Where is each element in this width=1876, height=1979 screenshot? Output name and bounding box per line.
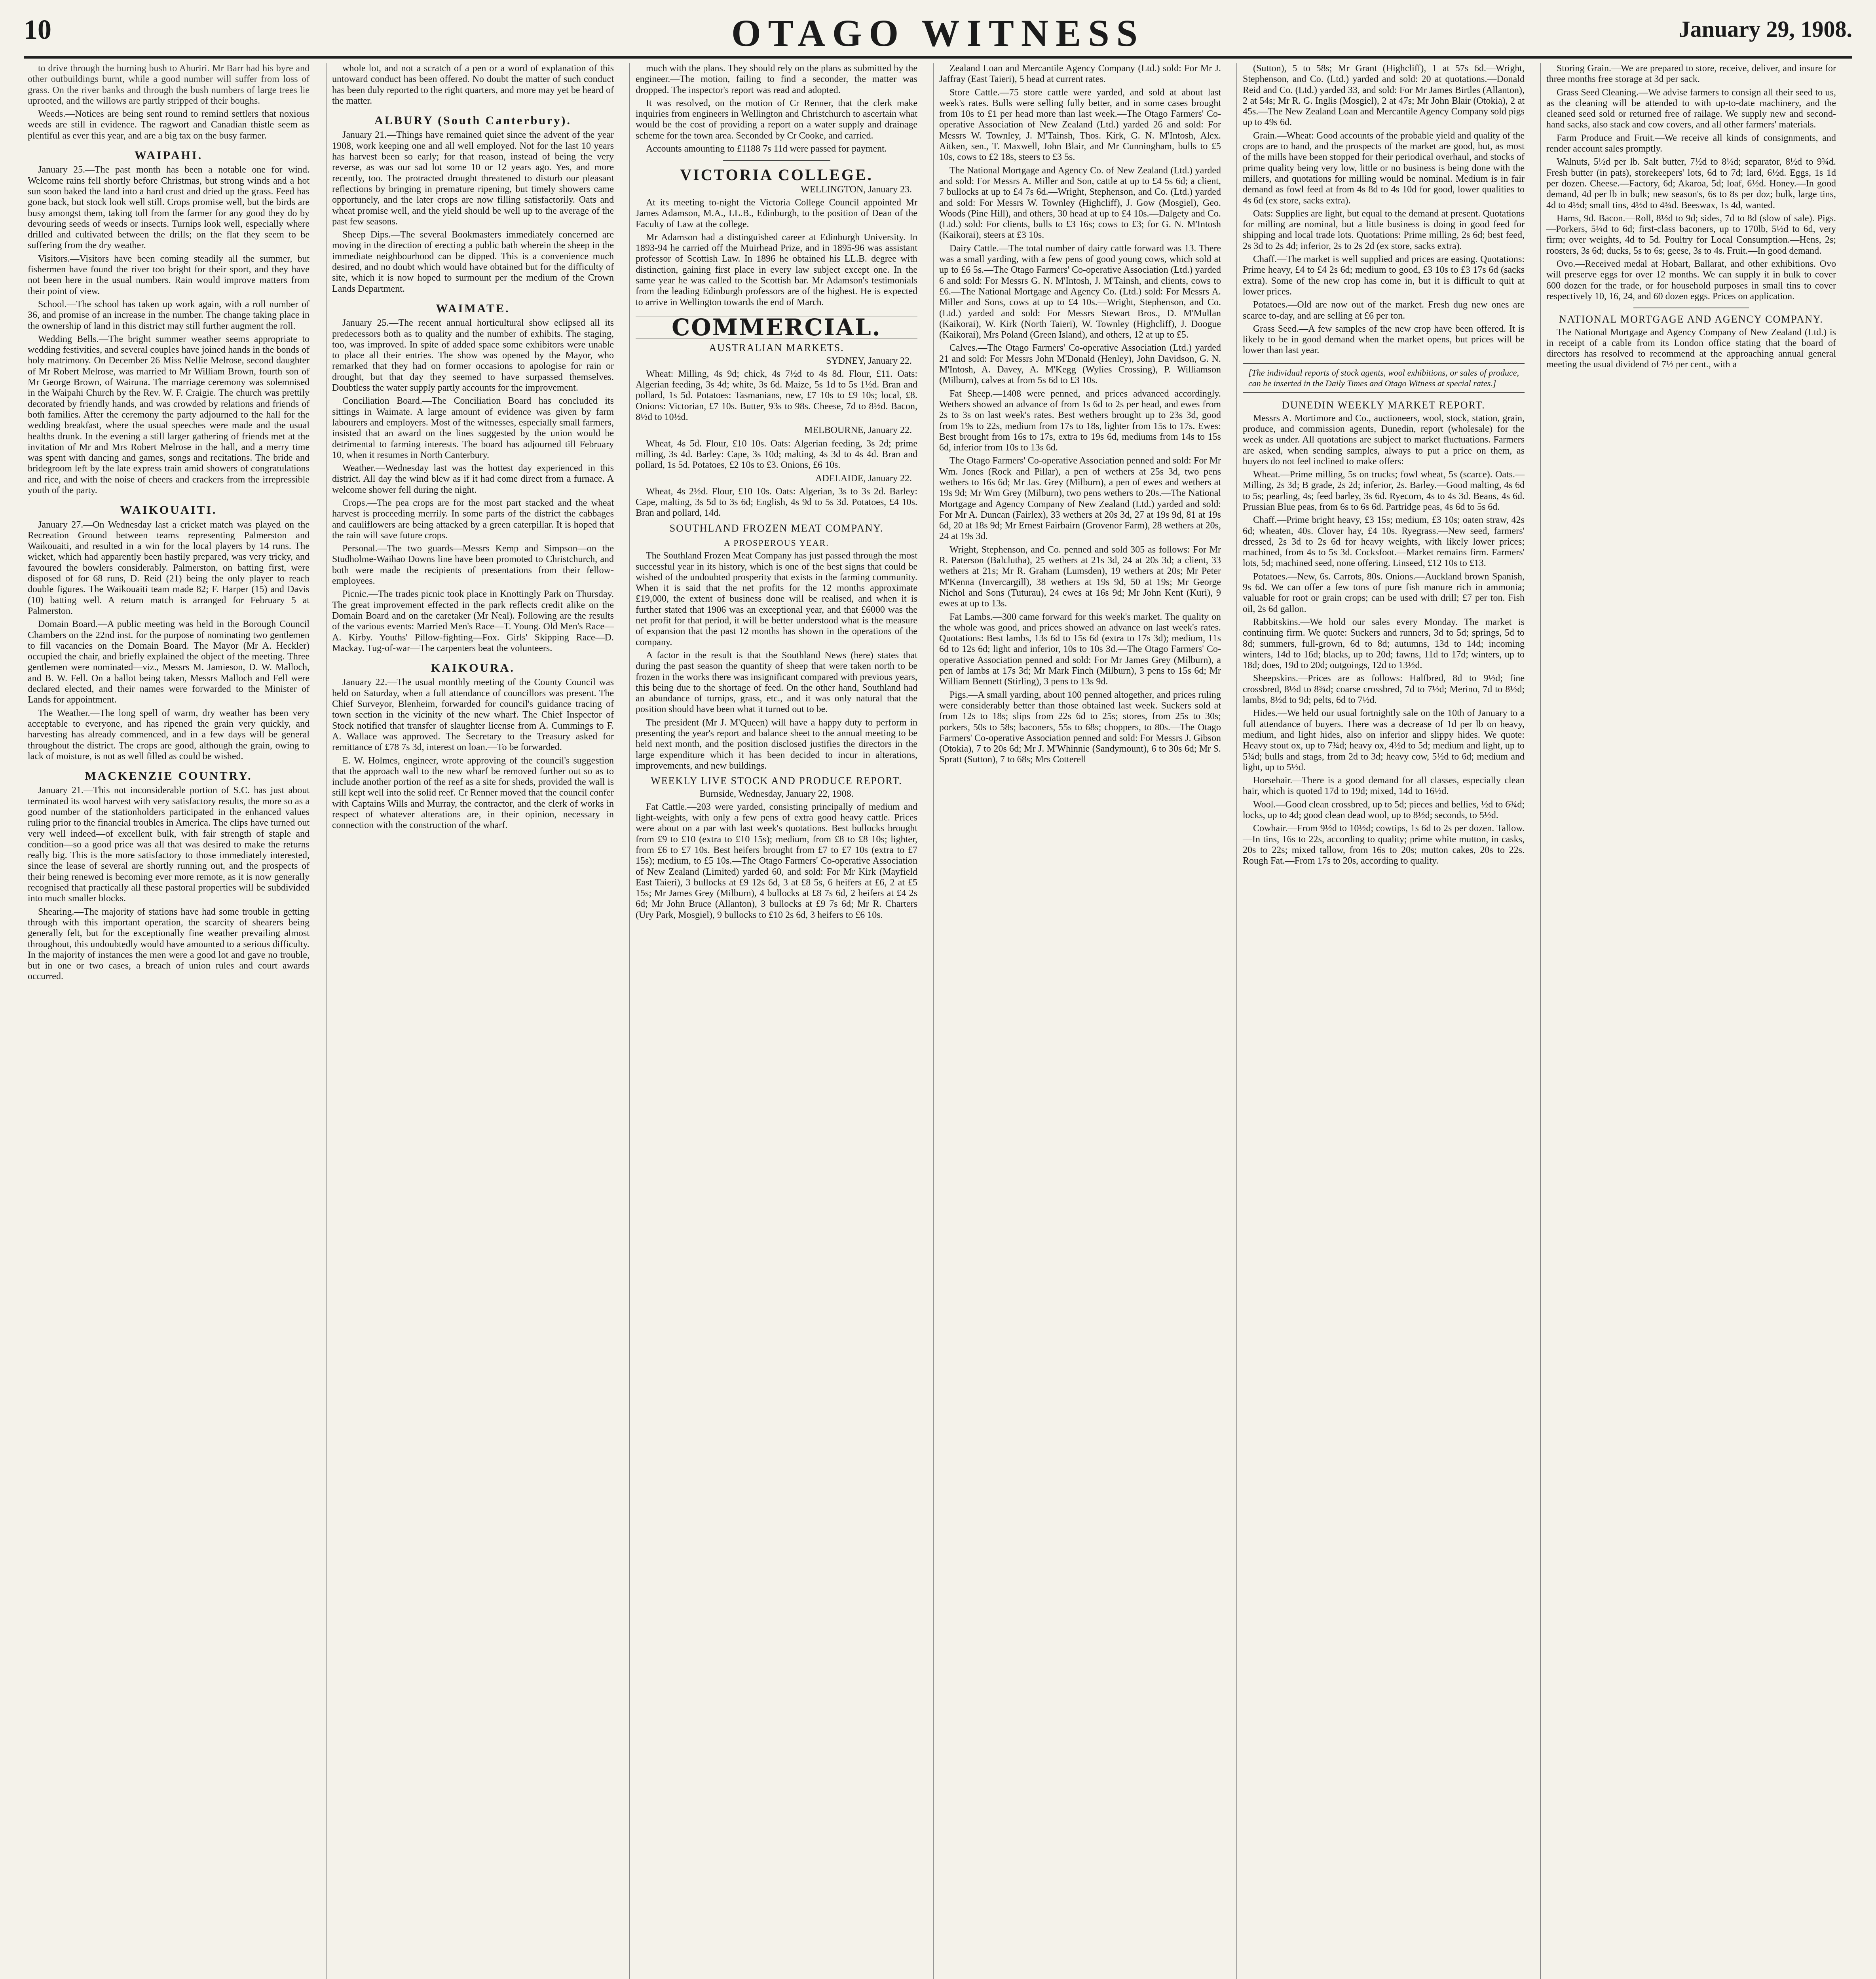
article-paragraph: Accounts amounting to £1188 7s 11d were passed for payment.	[646, 144, 887, 154]
article-paragraph: Crops.—The pea crops are for the most part stacked and the wheat harvest is proceeding merrily. In some parts of the district the cabbages and cauliflowers are being attacked by a green caterpillar. It is hoped that the rain will save future crops.	[332, 498, 614, 541]
article-paragraph: Potatoes.—Old are now out of the market. Fresh dug new ones are scarce to-day, and are selling at £6 per ton.	[1243, 300, 1525, 321]
editorial-notice: [The individual reports of stock agents, wool exhibitions, or sales of produce, can be inserted in the Daily Times and Otago Witness at special rates.]	[1243, 363, 1525, 393]
column-5	[1236, 63, 1530, 1979]
article-paragraph: Shearing.—The majority of stations have had some trouble in getting through with this important operation, the scarcity of shearers being generally felt, but for the exceptionally fine weather prevailing almost throughout, this undoubtedly would have amounted to a serious difficulty. In the majority of instances the men were a good lot and gave no trouble, but in one or two cases, a breach of union rules and court awards occurred.	[28, 906, 310, 982]
section-heading-commercial: COMMERCIAL.	[636, 317, 917, 338]
article-paragraph: The National Mortgage and Agency Co. of New Zealand (Ltd.) yarded and sold: For Messrs A. Miller and Son, cattle at up to £4 5s 6d; a client, 7 bullocks at up to £4 7s 6d.—Wright, Stephenson, and Co. (Ltd.) yarded and sold: For Messrs W. Townley (Highcliff), J. Gow (Mosgiel), Geo. Woods (Pine Hill), and others, 30 head at up to £4 10s.—Dalgety and Co. (Ltd.) sold: For clients, bulls to £3 16s; cows to £3; for G. N. M'Intosh (Kaikorai), steers at £3 10s.	[939, 165, 1221, 241]
article-paragraph: January 25.—The past month has been a notable one for wind. Welcome rains fell shortly before Christmas, but strong winds and a hot sun soon baked the land into a hard crust and dried up the grass. Feed has gone back, but stock look well still. Crops promise well, but the birds are busy amongst them, taking toll from the farmer for any good they do by devouring seeds of weeds or insects. Turnips look well, especially where drilled and cultivated between the drills; on the flat they seem to be suffering from the dry weather.	[28, 165, 310, 251]
article-paragraph: whole lot, and not a scratch of a pen or a word of explanation of this untoward conduct has been offered. No doubt the matter of such conduct has been duly reported to the right quarters, and more may yet be heard of the matter.	[332, 63, 614, 106]
article-paragraph: January 21.—Things have remained quiet since the advent of the year 1908, work keeping one and all well employed. Not for the last 10 years has harvest been so early; for that reason, instead of being the very reverse, as was our sad lot some 10 or 12 years ago. Yes, and more recently, too. The protracted drought threatened to disturb our pleasant reflections by bringing in premature ripening, but timely showers came opportunely, and the later crops are now filling satisfactorily. Oats and wheat promise well, and the yield should be well up to the average of the past few seasons.	[332, 130, 614, 227]
section-heading: WAIMATE.	[436, 302, 510, 315]
subheading: A PROSPEROUS YEAR.	[724, 537, 829, 548]
subheading: DUNEDIN WEEKLY MARKET REPORT.	[1282, 399, 1485, 411]
article-paragraph: The Weather.—The long spell of warm, dry weather has been very acceptable to everyone, and has ripened the grain very quickly, and harvesting has already commenced, and in a few days will be general throughout the district. The crops are good, although the grain, owing to lack of moisture, is not as well filled as could be wished.	[28, 708, 310, 762]
article-paragraph: Pigs.—A small yarding, about 100 penned altogether, and prices ruling were considerably better than those obtained last week. Suckers sold at from 12s to 18s; slips from 22s 6d to 25s; stores, from 25s to 30s; porkers, 50s to 58s; baconers, 55s to 68s; choppers, to 80s.—The Otago Farmers' Co-operative Association penned and sold: For Messrs J. Gibson (Otokia), 7 to 20s 6d; Mr J. M'Whinnie (Sandymount), 6 to 30s 6d; Mr S. Spratt (Sutton), 7 to 68s; Mrs Cotterell	[939, 689, 1221, 765]
article-paragraph: Zealand Loan and Mercantile Agency Company (Ltd.) sold: For Mr J. Jaffray (East Taieri), 5 head at current rates.	[939, 63, 1221, 85]
article-paragraph: Visitors.—Visitors have been coming steadily all the summer, but fishermen have found the river too bright for their sport, and they have not been here in the usual numbers. Rain would improve matters from their point of view.	[28, 253, 310, 296]
article-paragraph: Wheat, 4s 2½d. Flour, £10 10s. Oats: Algerian, 3s to 3s 2d. Barley: Cape, malting, 3s 5d to 3s 6d; English, 4s 9d to 5s 3d. Potatoes, £4 10s. Bran and pollard, 14d.	[636, 486, 917, 518]
article-paragraph: Wheat: Milling, 4s 9d; chick, 4s 7½d to 4s 8d. Flour, £11. Oats: Algerian feeding, 3s 4d; white, 3s 6d. Maize, 5s 1d to 5s 1½d. Bran and pollard, 1s 5d. Potatoes: Tasmanians, new, £7 10s to £9 10s; local, £8. Onions: Victorian, £7 10s. Butter, 93s to 98s. Cheese, 7d to 8½d. Bacon, 8½d to 10½d.	[636, 368, 917, 423]
article-paragraph: Wheat.—Prime milling, 5s on trucks; fowl wheat, 5s (scarce). Oats.—Milling, 2s 3d; B grade, 2s 2d; inferior, 2s. Barley.—Good malting, 4s 6d to 5s; pearling, 4s; feed barley, 3s 6d. Ryecorn, 4s to 4s 3d. Beans, 4s 6d. Prussian Blue peas, from 6s to 6s 6d. Partridge peas, 4s 6d to 5s 6d.	[1243, 469, 1525, 512]
article-paragraph: Domain Board.—A public meeting was held in the Borough Council Chambers on the 22nd inst. for the purpose of nominating two gentlemen to fill vacancies on the Domain Board. The Mayor (Mr A. Heckler) occupied the chair, and briefly explained the object of the meeting. Three gentlemen were nominated—viz., Messrs M. Jamieson, D. W. Malloch, and B. W. Fell. On a ballot being taken, Messrs Malloch and Fell were declared elected, and their names were forwarded to the Minister of Lands for appointment.	[28, 619, 310, 705]
article-paragraph: Calves.—The Otago Farmers' Co-operative Association (Ltd.) yarded 21 and sold: For Messrs John M'Donald (Henley), John Davidson, G. N. M'Intosh, A. Davey, A. M'Kegg (Wylies Crossing), P. Williamson (Milburn), calves at from 5s 6d to £3 10s.	[939, 343, 1221, 386]
column-6	[1540, 63, 1842, 1979]
article-paragraph: At its meeting to-night the Victoria College Council appointed Mr James Adamson, M.A., LL.B., Edinburgh, to the position of Dean of the Faculty of Law at the college.	[636, 197, 917, 230]
article-paragraph: School.—The school has taken up work again, with a roll number of 36, and promise of an increase in the number. The change taking place in the ownership of land in this district may still further augment the roll.	[28, 299, 310, 331]
article-paragraph: Oats: Supplies are light, but equal to the demand at present. Quotations for milling are nominal, but a little business is doing in good feed for shipping and local trade lots. Quotations: Prime milling, 2s 6d; best feed, 2s 3d to 2s 4d; inferior, 2s to 2s 2d (ex store, sacks extra).	[1243, 208, 1525, 251]
article-paragraph: Chaff.—The market is well supplied and prices are easing. Quotations: Prime heavy, £4 to £4 2s 6d; medium to good, £3 10s to £3 17s 6d (sacks extra). Some of the new crop has come in, but it is difficult to quit at lower prices.	[1243, 254, 1525, 297]
subheading: SOUTHLAND FROZEN MEAT COMPANY.	[669, 522, 884, 534]
article-paragraph: Picnic.—The trades picnic took place in Knottingly Park on Thursday. The great improvement effected in the park reflects credit alike on the Domain Board and on the caretaker (Mr Neal). Following are the results of the various events: Married Men's Race—T. Young. Old Men's Race—A. Kirby. Youths' Pillow-fighting—Fox. Girls' Skipping Race—D. Mackay. Tug-of-war—The carpenters beat the volunteers.	[332, 589, 614, 653]
article-paragraph: E. W. Holmes, engineer, wrote approving of the council's suggestion that the approach wall to the new wharf be removed further out so as to include another portion of the reef as a site for sheds, provided the wall is still kept well into the solid reef. Cr Renner moved that the council confer with Captains Wills and Murray, the contractor, and the clerk of works in respect of whatever alterations are, in their opinion, necessary in connection with the construction of the wharf.	[332, 755, 614, 831]
dateline: Burnside, Wednesday, January 22, 1908.	[699, 788, 854, 799]
column-2	[326, 63, 619, 1979]
article-paragraph: Personal.—The two guards—Messrs Kemp and Simpson—on the Studholme-Waihao Downs line have been promoted to Christchurch, and both were made the recipients of presentations from their fellow-employees.	[332, 543, 614, 587]
rule-divider	[723, 160, 830, 161]
article-paragraph: It was resolved, on the motion of Cr Renner, that the clerk make inquiries from engineers in Wellington and Christchurch to ascertain what would be the cost of providing a report on a water supply and drainage scheme for the town area. Seconded by Cr Cooke, and carried.	[636, 98, 917, 141]
subheading: NATIONAL MORTGAGE AND AGENCY COMPANY.	[1559, 313, 1823, 325]
dateline: ADELAIDE, January 22.	[815, 473, 912, 484]
article-paragraph: Walnuts, 5½d per lb. Salt butter, 7½d to 8½d; separator, 8½d to 9¾d. Fresh butter (in pats), storekeepers' lots, 6d to 7d; lard, 6½d. Eggs, 1s 1d per dozen. Cheese.—Factory, 6d; Akaroa, 5d; loaf, 6½d. Honey.—In good demand, 4d per lb in bulk; new season's, 6s to 8s per doz; bulk, large tins, 4d to 4½d; small tins, 4½d to 4¾d. Beeswax, 1s 4d, wanted.	[1546, 157, 1836, 211]
page-number: 10	[24, 15, 51, 45]
article-paragraph: Cowhair.—From 9½d to 10½d; cowtips, 1s 6d to 2s per dozen. Tallow.—In tins, 16s to 22s, according to quality; prime white mutton, in casks, 20s to 22s; mixed tallow, from 16s to 20s; mutton cakes, 20s to 22s. Rough Fat.—From 17s to 20s, according to quality.	[1243, 823, 1525, 866]
article-paragraph: Hams, 9d. Bacon.—Roll, 8½d to 9d; sides, 7d to 8d (slow of sale). Pigs.—Porkers, 5¼d to 6d; first-class baconers, up to 170lb, 5½d to 6d, very firm; over weights, 4d to 5d. Poultry for Local Consumption.—Hens, 2s; roosters, 3s 6d; ducks, 5s to 6s; geese, 3s to 4s. Fruit.—In good demand.	[1546, 213, 1836, 256]
article-paragraph: The president (Mr J. M'Queen) will have a happy duty to perform in presenting the year's report and balance sheet to the annual meeting to be held next month, and the position disclosed justifies the directors in the large expenditure which it has been decided to incur in alterations, improvements, and new buildings.	[636, 717, 917, 771]
article-paragraph: Rabbitskins.—We hold our sales every Monday. The market is continuing firm. We quote: Suckers and runners, 3d to 5d; springs, 5d to 8d; summers, full-grown, 6d to 8d; autumns, 13d to 14d; incoming winters, 14d to 16d; blacks, up to 20d; fawns, 11d to 17d; winters, up to 18d; does, 19d to 20d; outgoings, 12d to 13½d.	[1243, 617, 1525, 671]
section-heading: VICTORIA COLLEGE.	[680, 166, 873, 184]
article-paragraph: January 22.—The usual monthly meeting of the County Council was held on Saturday, when a full attendance of councillors was present. The Chief Surveyor, Blenheim, forwarded for council's guidance tracing of town section in the vicinity of the new wharf. The Chief Inspector of Stock notified that transfer of slaughter license from A. Cummings to F. A. Wallace was approved. The Secretary to the Treasury asked for remittance of £78 7s 3d, interest on loan.—To be forwarded.	[332, 677, 614, 753]
article-paragraph: Ovo.—Received medal at Hobart, Ballarat, and other exhibitions. Ovo will preserve eggs for over 12 months. We can supply it in bulk to cover 600 dozen for the trade, or for household purposes in small tins to cover respectively 10, 16, 24, and 60 dozen eggs. Prices on application.	[1546, 259, 1836, 302]
article-paragraph: The Otago Farmers' Co-operative Association penned and sold: For Mr Wm. Jones (Rock and Pillar), a pen of wethers at 25s 3d, two pens wethers to 16s 6d; Mr Jas. Grey (Milburn), a pen of ewes and wethers at 19s 9d; Mr Wm Grey (Milburn), two pens wethers to 20s.—The National Mortgage and Agency Company of New Zealand (Ltd.) yarded and sold: For Mr A. Duncan (Fairlex), 33 wethers at 20s 3d, 27 at 19s 9d, 81 at 19s 6d, 20 at 18s 9d; Mr Ernest Fairbairn (Grovenor Farm), 28 wethers at 20s, 24 at 19s 3d.	[939, 456, 1221, 542]
subheading: AUSTRALIAN MARKETS.	[709, 342, 844, 354]
article-paragraph: Horsehair.—There is a good demand for all classes, especially clean hair, which is quoted 17d to 19d; mixed, 14d to 16½d.	[1243, 775, 1525, 797]
dateline: WELLINGTON, January 23.	[801, 184, 912, 195]
article-paragraph: Wool.—Good clean crossbred, up to 5d; pieces and bellies, ½d to 6¾d; locks, up to 4d; good clean dead wool, up to 8½d; seconds, to 5½d.	[1243, 799, 1525, 820]
article-paragraph: Conciliation Board.—The Conciliation Board has concluded its sittings in Waimate. A large amount of evidence was given by farm labourers and employers. Most of the witnesses, especially small farmers, insisted that an award on the lines suggested by the union would be detrimental to farming interests. The board has adjourned till February 10, when it resumes in North Canterbury.	[332, 396, 614, 460]
article-paragraph: January 25.—The recent annual horticultural show eclipsed all its predecessors both as to quality and the number of exhibits. The staging, too, was improved. In spite of added space some exhibitors were unable to place all their entries. The show was opened by the Mayor, who remarked that they had on former occasions to apologise for rain or drought, but that day they seemed to have surpassed themselves. Doubtless the water supply partly accounts for the improvement.	[332, 318, 614, 393]
article-paragraph: (Sutton), 5 to 58s; Mr Grant (Highcliff), 1 at 57s 6d.—Wright, Stephenson, and Co. (Ltd.) yarded and sold: 20 at quotations.—Donald Reid and Co. (Ltd.) yarded 33, and sold: For Mr James Birtles (Allanton), 2 at 54s; Mr R. G. Inglis (Mosgiel), 2 at 47s; Mr John Blair (Otokia), 2 at 45s.—The New Zealand Loan and Mercantile Agency Company sold pigs up to 49s 6d.	[1243, 63, 1525, 128]
dateline: MELBOURNE, January 22.	[804, 425, 912, 436]
section-heading: ALBURY (South Canterbury).	[374, 114, 572, 127]
article-paragraph: Wheat, 4s 5d. Flour, £10 10s. Oats: Algerian feeding, 3s 2d; prime milling, 3s 4d. Barley: Cape, 3s 10d; malting, 4s 3d to 4s 4d. Bran and pollard, 1s 5d. Potatoes, £2 10s to £3. Onions, £6 10s.	[636, 438, 917, 471]
subheading: WEEKLY LIVE STOCK AND PRODUCE REPORT.	[651, 775, 902, 787]
section-heading: KAIKOURA.	[431, 661, 515, 675]
article-paragraph: Fat Cattle.—203 were yarded, consisting principally of medium and light-weights, with only a few pens of extra good heavy cattle. Prices were about on a par with last week's quotations. Best bullocks brought from £9 to £10 (extra to £10 15s); medium, from £8 to £8 10s; lighter, from £6 to £7 10s. Best heifers brought from £7 to £7 10s (extra to £7 15s); medium, to £5 10s.—The Otago Farmers' Co-operative Association of New Zealand (Limited) yarded 60, and sold: For Mr Kirk (Mayfield East Taieri), 3 bullocks at £9 12s 6d, 3 at £8 5s, 6 heifers at £6, 2 at £5 15s; Mr James Grey (Milburn), 4 bullocks at £8 7s 6d, 2 heifers at £4 2s 6d; Mr John Bruce (Allanton), 3 bullocks at £9 7s 6d; Mr R. Charters (Ury Park, Mosgiel), 9 bullocks to £10 2s 6d, 3 heifers to £6 10s.	[636, 801, 917, 920]
article-paragraph: Weather.—Wednesday last was the hottest day experienced in this district. All day the wind blew as if it had come direct from a furnace. A welcome shower fell during the night.	[332, 463, 614, 495]
article-paragraph: Grass Seed.—A few samples of the new crop have been offered. It is likely to be in good demand when the market opens, but prices will be lower than last year.	[1243, 323, 1525, 356]
column-3	[629, 63, 923, 1979]
section-heading: WAIPAHI.	[134, 149, 203, 162]
issue-date: January 29, 1908.	[1679, 16, 1852, 42]
article-paragraph: A factor in the result is that the Southland News (here) states that during the past season the quantity of sheep that were taken north to be frozen in the works there was insignificant compared with previous years, this being due to the shortage of feed. On the other hand, Southland had an abundance of turnips, grass, etc., and it was only natural that the position should have been what it turned out to be.	[636, 650, 917, 715]
article-paragraph: January 27.—On Wednesday last a cricket match was played on the Recreation Ground between teams representing Palmerston and Waikouaiti, and resulted in a win for the local players by 14 runs. The wicket, which had apparently been hastily prepared, was very tricky, and favoured the bowlers considerably. Palmerston, on batting first, were disposed of for 68 runs, D. Reid (21) being the only player to reach double figures. The Waikouaiti team made 82; F. Harper (15) and Davis (10) batting well. A return match is arranged for February 5 at Palmerston.	[28, 519, 310, 616]
section-heading: WAIKOUAITI.	[120, 503, 217, 517]
column-4	[933, 63, 1227, 1979]
article-paragraph: Sheepskins.—Prices are as follows: Halfbred, 8d to 9½d; fine crossbred, 8½d to 8¾d; coarse crossbred, 7d to 7½d; Merino, 7d to 8½d; lambs, 8½d to 9d; pelts, 6d to 7½d.	[1243, 673, 1525, 706]
article-paragraph: January 21.—This not inconsiderable portion of S.C. has just about terminated its wool harvest with very satisfactory results, the more so as a good number of the stationholders participated in the enhanced values ruling prior to the financial troubles in America. The clips have turned out very well indeed—of excellent bulk, with fair strength of staple and condition—so a good price was all that was desired to make the returns really big. This is the more satisfactory to those immediately interested, since the lease of several are shortly running out, and the prospects of their being renewed is becoming ever more remote, as it is now generally recognised that practically all these pastoral properties will be subdivided into much smaller blocks.	[28, 785, 310, 904]
article-paragraph: to drive through the burning bush to Ahuriri. Mr Barr had his byre and other outbuildings burnt, while a good number will suffer from loss of grass. On the river banks and through the bush numbers of large trees lie uprooted, and the willows are partly stripped of their boughs.	[28, 63, 310, 106]
article-paragraph: Storing Grain.—We are prepared to store, receive, deliver, and insure for three months free storage at 3d per sack.	[1546, 63, 1836, 85]
masthead	[24, 11, 1852, 59]
article-paragraph: Fat Lambs.—300 came forward for this week's market. The quality on the whole was good, and prices showed an advance on last week's rates. Quotations: Best lambs, 13s 6d to 15s 6d (extra to 17s 3d); medium, 11s 6d to 12s 6d; light and inferior, 10s to 10s 3d.—The Otago Farmers' Co-operative Association penned and sold: For Mr James Grey (Milburn), a pen of lambs at 17s 3d; Mr Mark Finch (Milburn), 3 pens to 15s 6d; Mr William Bennett (Stirling), 3 pens to 13s 9d.	[939, 612, 1221, 687]
column-1	[22, 63, 315, 1979]
article-paragraph: Potatoes.—New, 6s. Carrots, 80s. Onions.—Auckland brown Spanish, 9s 6d. We can offer a few tons of pure fish manure rich in ammonia; valuable for root or grain crops; can be used with drill; £7 per ton. Fish oil, 2s 6d gallon.	[1243, 571, 1525, 614]
article-paragraph: The National Mortgage and Agency Company of New Zealand (Ltd.) is in receipt of a cable from its London office stating that the board of directors has resolved to recommend at the approaching annual general meeting the usual dividend of 7½ per cent., with a	[1546, 327, 1836, 370]
article-paragraph: Wedding Bells.—The bright summer weather seems appropriate to wedding festivities, and several couples have joined hands in the bonds of holy matrimony. On December 26 Miss Nellie Melrose, second daughter of Mr Robert Melrose, was married to Mr William Brown, fourth son of Mr George Brown, of Wairuna. The marriage ceremony was solemnised in the Waipahi Church by the Rev. W. F. Craigie. The church was prettily decorated by friendly hands, and was crowded by relations and friends of both families. After the ceremony the party adjourned to the hall for the wedding breakfast, where the usual speeches were made and the usual healths drunk. In the evening a still larger gathering of friends met at the invitation of Mr and Mrs Robert Melrose in the hall, and a merry time was spent with dancing and games, songs and recitations. The bride and bridegroom left by the late express train amid showers of congratulations and rice, and with the noise of cheers and crackers from the irrepressible youth of the party.	[28, 334, 310, 496]
article-paragraph: Store Cattle.—75 store cattle were yarded, and sold at about last week's rates. Bulls were selling fully better, and in some cases brought from 10s to £1 per head more than last week.—The Otago Farmers' Co-operative Association of New Zealand (Ltd.) yarded 26 and sold: For Messrs W. Townley, J. M'Tainsh, Thos. Kirk, G. N. M'Intosh, Alex. Aitken, sen., T. Maxwell, John Blair, and Mr Cunningham, bulls to £5 10s, cows to £2 18s, steers to £3 5s.	[939, 87, 1221, 163]
article-paragraph: Wright, Stephenson, and Co. penned and sold 305 as follows: For Mr R. Paterson (Balclutha), 25 wethers at 21s 3d, 24 at 20s 3d; a client, 33 wethers at 21s; Mr R. Graham (Lumsden), 19 wethers at 20s; Mr Peter M'Kenna (Invercargill), 38 wethers at 19s 9d, 50 at 19s; Mr George Nichol and Sons (Tuturau), 24 ewes at 16s 9d; Mr John Kent (Kuri), 9 ewes at up to 13s.	[939, 544, 1221, 609]
article-paragraph: Fat Sheep.—1408 were penned, and prices advanced accordingly. Wethers showed an advance of from 1s 6d to 2s per head, and ewes from 2s to 3s on last week's rates. Best wethers brought up to 23s 3d, good from 19s to 22s, medium from 17s to 18s, lighter from 15s to 17s. Ewes: Best brought from 16s to 17s, extra to 19s 6d, mediums from 14s to 15s 6d, inferior from 10s to 13s 6d.	[939, 388, 1221, 453]
article-paragraph: Hides.—We held our usual fortnightly sale on the 10th of January to a full attendance of buyers. There was a decrease of 1d per lb on heavy, medium, and light hides, also on inferior and slippy hides. We quote: Heavy stout ox, up to 7¾d; heavy ox, 4½d to 5d; medium and light, up to 5¾d; bulls and stags, from 2d to 3d; heavy cow, 5½d to 6d; medium and light, up to 5½d.	[1243, 708, 1525, 773]
masthead-rule	[24, 56, 1852, 59]
article-paragraph: Mr Adamson had a distinguished career at Edinburgh University. In 1893-94 he carried off the Muirhead Prize, and in 1895-96 was assistant professor of Scottish Law. In 1896 he obtained his LL.B. degree with distinction, gaining first place in every law subject except one. In the same year he was called to the Scottish bar. Mr Adamson's testimonials from the leading Edinburgh professors are of the highest. He is expected to arrive in Wellington towards the end of March.	[636, 232, 917, 308]
article-paragraph: Sheep Dips.—The several Bookmasters immediately concerned are moving in the direction of erecting a public bath wherein the sheep in the immediate neighbourhood can be dipped. This is a convenience much desired, and no doubt which would have obtained but for the difficulty of site, which it is now hoped to surmount per the medium of the Crown Lands Department.	[332, 230, 614, 294]
article-paragraph: The Southland Frozen Meat Company has just passed through the most successful year in its history, which is one of the best signs that could be wished of the undoubted prosperity that exists in the farming community. When it is said that the net profits for the 12 months approximate £19,000, the extent of business done will be realised, and when it is further stated that 1906 was an exceptional year, and that £6000 was the net profit for that period, it will be better understood what is the measure of expansion that the past 12 months has shown in the operations of the company.	[636, 551, 917, 648]
section-heading: MACKENZIE COUNTRY.	[85, 769, 253, 783]
paper-name: OTAGO WITNESS	[731, 12, 1145, 54]
article-paragraph: Messrs A. Mortimore and Co., auctioneers, wool, stock, station, grain, produce, and commission agents, Dunedin, report (wholesale) for the week as under. All quotations are subject to market fluctuations. Farmers are asked, when sending samples, always to put a price on them, as buyers do not feel inclined to make offers:	[1243, 413, 1525, 467]
dateline: SYDNEY, January 22.	[826, 355, 912, 366]
article-paragraph: Farm Produce and Fruit.—We receive all kinds of consignments, and render account sales promptly.	[1546, 133, 1836, 154]
article-paragraph: Grain.—Wheat: Good accounts of the probable yield and quality of the crops are to hand, and the prospects of the market are good, but, as most of the mills have been stopped for their periodical overhaul, and stocks of prime quality being very low, little or no business is being done with the millers, and quotations for milling would be nominal. Medium is in fair demand as fowl feed at from 4s 8d to 4s 10d for good, lower qualities to 4s 6d (ex store, sacks extra).	[1243, 130, 1525, 206]
article-paragraph: Chaff.—Prime bright heavy, £3 15s; medium, £3 10s; oaten straw, 42s 6d; wheaten, 40s. Clover hay, £4 10s. Ryegrass.—New seed, farmers' dressed, 2s 3d to 2s 6d for heavy weights, with likely lower prices; machined, from 4s to 5s 3d. Cocksfoot.—Market remains firm. Farmers' lots, 5d; machined seed, none offering. Linseed, £12 10s to £13.	[1243, 515, 1525, 569]
article-paragraph: Dairy Cattle.—The total number of dairy cattle forward was 13. There was a small yarding, with a few pens of good young cows, which sold at up to £6 5s.—The Otago Farmers' Co-operative Association (Ltd.) yarded 6 and sold: For Messrs G. N. M'Intosh, J. M'Tainsh, and clients, cows to £6.—The National Mortgage and Agency Co. (Ltd.) sold: For Messrs A. Miller and Sons, cows at up to £4 10s.—Wright, Stephenson, and Co. (Ltd.) yarded and sold: For Messrs Stewart Bros., D. M'Mullan (Kaikorai), W. Kirk (North Taieri), W. Townley (Highcliff), J. Doogue (Kaikorai), Mrs Poland (Green Island), and others, 12 at up to £5.	[939, 243, 1221, 340]
article-paragraph: Weeds.—Notices are being sent round to remind settlers that noxious weeds are still in evidence. The ragwort and Canadian thistle seem as plentiful as ever this year, and are a big tax on the busy farmer.	[28, 109, 310, 141]
article-paragraph: Grass Seed Cleaning.—We advise farmers to consign all their seed to us, as the cleaning will be attended to with up-to-date machinery, and the cleaned seed sold or returned free of railage. We supply new and second-hand sacks, also stack and cow covers, and all other farmers' materials.	[1546, 87, 1836, 130]
article-paragraph: much with the plans. They should rely on the plans as submitted by the engineer.—The motion, failing to find a seconder, the matter was dropped. The inspector's report was read and adopted.	[636, 63, 917, 95]
